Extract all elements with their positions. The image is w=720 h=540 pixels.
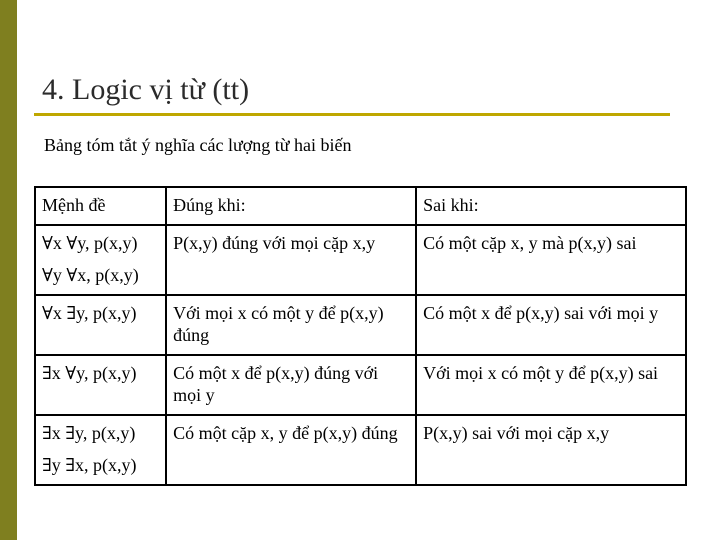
slide-title: 4. Logic vị từ (tt) — [42, 73, 250, 106]
false-when-cell: Với mọi x có một y để p(x,y) sai — [416, 355, 686, 415]
table-row — [35, 225, 686, 295]
true-when-cell: Có một cặp x, y để p(x,y) đúng — [166, 415, 416, 485]
true-when-cell: Có một x để p(x,y) đúng với mọi y — [166, 355, 416, 415]
title-underline — [34, 113, 670, 116]
header-false-when: Sai khi: — [416, 187, 686, 225]
statement-cell: ∃x ∀y, p(x,y) — [35, 355, 166, 415]
table-row — [35, 295, 686, 355]
statement-cell: ∀x ∃y, p(x,y) — [35, 295, 166, 355]
statement-text: ∃y ∃x, p(x,y) — [42, 455, 137, 475]
true-when-cell: Với mọi x có một y để p(x,y) đúng — [166, 295, 416, 355]
table-row — [35, 415, 686, 485]
false-when-cell: P(x,y) sai với mọi cặp x,y — [416, 415, 686, 485]
statement-text: ∃x ∃y, p(x,y) — [42, 423, 136, 443]
table-row — [35, 355, 686, 415]
statement-cell — [35, 415, 166, 485]
statement-text: ∀x ∀y, p(x,y) — [42, 233, 138, 253]
true-when-cell: P(x,y) đúng với mọi cặp x,y — [166, 225, 416, 295]
header-true-when: Đúng khi: — [166, 187, 416, 225]
statement-text: ∀y ∀x, p(x,y) — [42, 265, 139, 285]
header-statement: Mệnh đề — [35, 187, 166, 225]
statement-cell — [35, 225, 166, 295]
quantifier-summary-table — [34, 186, 687, 486]
false-when-cell: Có một x để p(x,y) sai với mọi y — [416, 295, 686, 355]
table-header-row — [35, 187, 686, 225]
slide-subtitle: Bảng tóm tắt ý nghĩa các lượng từ hai biến — [44, 135, 352, 155]
left-accent-bar — [0, 0, 17, 540]
false-when-cell: Có một cặp x, y mà p(x,y) sai — [416, 225, 686, 295]
